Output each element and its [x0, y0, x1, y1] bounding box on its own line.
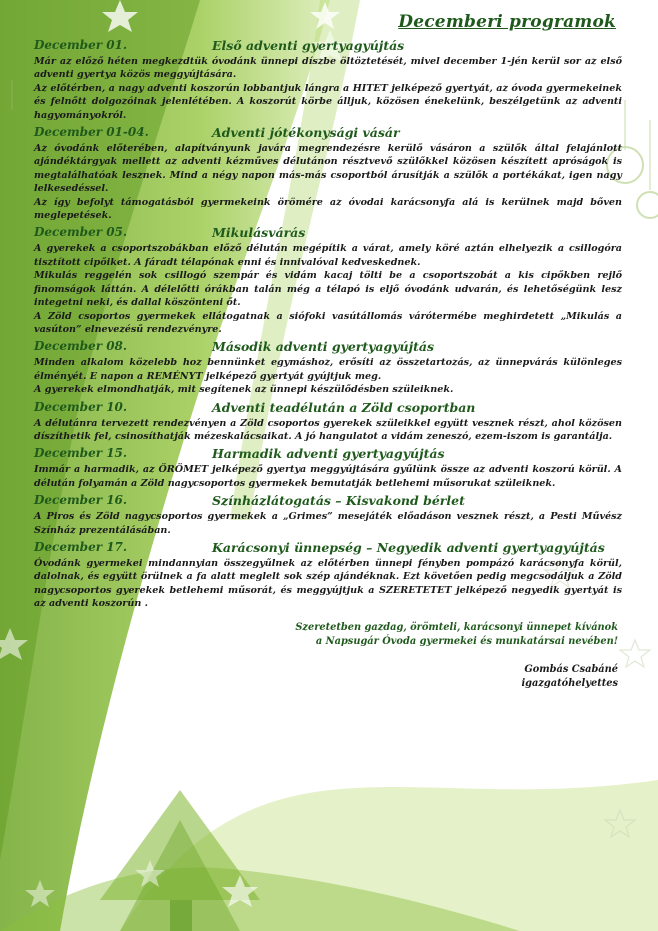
- event-paragraph: Az óvodánk előterében, alapítványunk javára megrendezésre kerülő vásáron a szülők által felajánlott ajándéktárgyak mellett az adventi kézműves délutánon résztvevő szülőkkel közösen készített apróságok is megtalálhatóak lesznek. Mind a négy napon más-más csoportból árusítják a szülők a portékákat, igen nagy lelkesedéssel.: [34, 143, 622, 195]
- closing-line: a Napsugár Óvoda gyermekei és munkatársai nevében!: [315, 635, 618, 647]
- event-header: [34, 339, 622, 356]
- programme-document: [34, 12, 622, 691]
- event-title: Mikulásvárás: [212, 225, 306, 241]
- event-block: [34, 38, 622, 122]
- event-title: Adventi jótékonysági vásár: [212, 125, 400, 141]
- event-date: December 15.: [34, 446, 128, 461]
- event-paragraph: A délutánra tervezett rendezvényen a Zöld csoportos gyerekek szüleikkel együtt vesznek részt, ahol közösen díszíthetik fel, csinosíthatják mézeskalácsaikat. A jó hangulatot a vidám zeneszó, ezem-iszom is garantálja.: [34, 417, 622, 442]
- event-block: [34, 400, 622, 444]
- event-paragraph: Az előtérben, a nagy adventi koszorún lobbantjuk lángra a HITET jelképező gyertyát, az óvoda gyermekeinek és felnőtt dolgozóinak jelenlétében. A koszorút körbe álljuk, közösen énekelünk, beszélgetünk az adventi hagyományokról.: [34, 82, 622, 121]
- closing-wish: [34, 621, 622, 649]
- event-date: December 08.: [34, 339, 128, 354]
- event-date: December 10.: [34, 399, 128, 414]
- event-block: [34, 446, 622, 490]
- event-paragraph: A gyerekek a csoportszobákban előző délután megépítik a várat, amely köré aztán elhelyezik a csillogóra tisztított cipőiket. A fáradt télapónak enni és innivalóval kedveskednek.: [34, 243, 622, 268]
- event-header: [34, 540, 622, 557]
- page-title: Decemberi programok: [398, 12, 616, 32]
- signature-role: igazgatóhelyettes: [521, 677, 618, 689]
- event-block: [34, 225, 622, 336]
- event-header: [34, 225, 622, 242]
- event-block: [34, 540, 622, 611]
- event-date: December 01-04.: [34, 125, 149, 140]
- event-title: Színházlátogatás – Kisvakond bérlet: [212, 493, 465, 509]
- event-title: Karácsonyi ünnepség – Negyedik adventi gyertyagyújtás: [212, 539, 605, 555]
- closing-line: Szeretetben gazdag, örömteli, karácsonyi ünnepet kívánok: [295, 621, 618, 633]
- signature-name: Gombás Csabáné: [524, 663, 618, 675]
- event-header: [34, 493, 622, 510]
- event-paragraph: A gyerekek elmondhatják, mit segítenek az ünnepi készülődésben szüleiknek.: [34, 384, 454, 396]
- event-paragraph: Óvodánk gyermekei mindannyian összegyűlnek az előtérben ünnepi fényben pompázó karácsonyfa körül, dalolnak, és együtt örülnek a fa alatt meglelt sok szép ajándéknak. Ezt követően pedig megcsodáljuk a Zöld nagycsoportos gyerekek betlehemi műsorát, és meggyújtjuk a SZERETETET jelképező negyedik gyertyát is az adventi koszorún .: [34, 557, 622, 610]
- event-title: Adventi teadélután a Zöld csoportban: [212, 399, 476, 415]
- event-paragraph: A Zöld csoportos gyermekek ellátogatnak a siófoki vasútállomás várótermébe meghirdetett „Mikulás a vasúton” elnevezésű rendezvényre.: [34, 310, 622, 335]
- event-block: [34, 125, 622, 222]
- event-header: [34, 400, 622, 417]
- event-header: [34, 38, 622, 55]
- event-title: Harmadik adventi gyertyagyújtás: [212, 446, 445, 462]
- event-header: [34, 125, 622, 142]
- event-title: Első adventi gyertyagyújtás: [212, 38, 405, 53]
- event-title: Második adventi gyertyagyújtás: [212, 339, 435, 355]
- event-block: [34, 493, 622, 537]
- event-list: [34, 38, 622, 611]
- event-paragraph: Immár a harmadik, az ÖRÖMET jelképező gyertya meggyújtására gyűlünk össze az adventi koszorú körül. A délután folyamán a Zöld nagycsoportos gyermekek bemutatják betlehemi műsorukat szüleiknek.: [34, 464, 622, 489]
- event-block: [34, 339, 622, 396]
- event-paragraph: Már az előző héten megkezdtük óvodánk ünnepi díszbe öltöztetését, mivel december 1-jén kerül sor az első adventi gyertya közös meggyújtására.: [34, 56, 622, 81]
- event-paragraph: Mikulás reggelén sok csillogó szempár és vidám kacaj tölti be a csoportszobát a kis cipőkben rejlő finomságok láttán. A délelőtti órákban talán még a télapó is eljő óvodánk udvarán, és lehetőségünk lesz integetni neki, és dallal köszönteni őt.: [34, 270, 622, 309]
- event-date: December 01.: [34, 38, 128, 52]
- event-paragraph: Az így befolyt támogatásból gyermekeink örömére az óvodai karácsonyfa alá is kerülnek majd bőven meglepetések.: [34, 196, 622, 222]
- event-date: December 17.: [34, 539, 128, 554]
- event-paragraph: Minden alkalom közelebb hoz bennünket egymáshoz, erősíti az összetartozás, az ünnepvárás különleges élményét. E napon a REMÉNYT jelképező gyertyát gyújtjuk meg.: [34, 357, 622, 382]
- event-date: December 05.: [34, 225, 128, 240]
- event-paragraph: A Piros és Zöld nagycsoportos gyermekek a „Grimes” mesejáték előadáson vesznek részt, a Pesti Művész Színház prezentálásában.: [34, 511, 622, 536]
- event-header: [34, 446, 622, 463]
- signature: [34, 663, 622, 691]
- event-date: December 16.: [34, 493, 128, 508]
